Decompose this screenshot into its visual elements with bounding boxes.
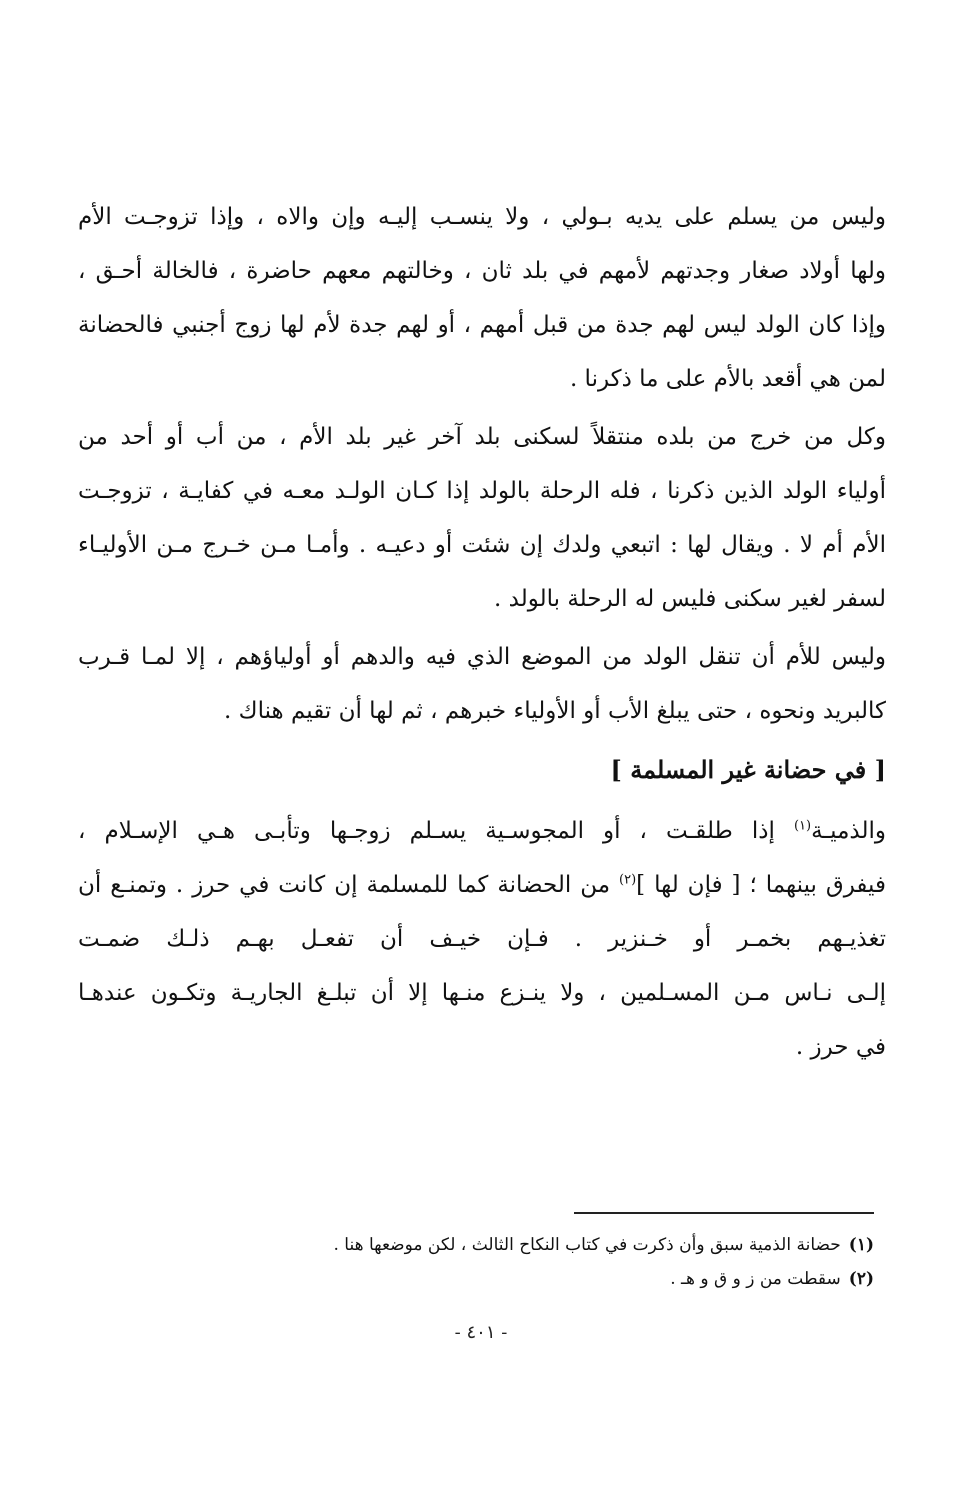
paragraph-line: ولها أولاد صغار وجدتهم لأمهم في بلد ثان ، وخالتهم معهم حاضرة ، فالخالة أحـق ، — [78, 258, 886, 284]
paragraph-4 — [78, 804, 886, 1074]
footnote-text: سقطت من ز و ق و هـ . — [670, 1269, 841, 1289]
paragraph-line: وكل من خرج من بلده منتقلاً لسكنى بلد آخر غير بلد الأم ، من أب أو أحد من — [78, 424, 886, 450]
page-number: - ٤٠١ - — [454, 1322, 508, 1343]
paragraph-line: لسفر لغير سكنى فليس له الرحلة بالولد . — [494, 586, 886, 612]
footnote-text: حضانة الذمية سبق وأن ذكرت في كتاب النكاح الثالث ، لكن موضعها هنا . — [333, 1235, 841, 1255]
footnote-ref-1[interactable]: (١) — [793, 818, 812, 834]
footnote-number: (٢) — [848, 1269, 874, 1289]
line-text: من الحضانة كما للمسلمة إن كانت في حرز . وتمنـع أن — [78, 872, 620, 898]
line-text: والذميـة — [811, 818, 886, 844]
footnote-number: (١) — [848, 1235, 874, 1255]
paragraph-line: كالبريد ونحوه ، حتى يبلغ الأب أو الأولياء خبرهم ، ثم لها أن تقيم هناك . — [224, 698, 886, 724]
line-text: إذا طلقـت ، أو المجوسـية يسـلم زوجـها وتأبـى هـي الإسـلام ، — [78, 818, 794, 844]
paragraph-line: تغذيـهم بخمـر أو خـنزير . فـإن خيـف أن تفعـل بهـم ذلـك ضمـت — [78, 926, 886, 952]
paragraph-1 — [78, 190, 886, 406]
paragraph-line: في حرز . — [795, 1034, 886, 1060]
paragraph-line: لمن هي أقعد بالأم على ما ذكرنا . — [569, 366, 886, 392]
footnote-2 — [174, 1262, 874, 1296]
paragraph-3 — [78, 630, 886, 738]
paragraph-line: أولياء الولد الذين ذكرنا ، فله الرحلة بالولد إذا كـان الولـد معـه في كفايـة ، تزوجـت — [78, 478, 886, 504]
paragraph-line: وليس من يسلم على يديه بـولي ، ولا ينسـب إليـه وإن والاه ، وإذا تزوجـت الأم — [78, 204, 886, 230]
section-heading: [ في حضانة غير المسلمة ] — [610, 755, 886, 784]
footnote-1 — [174, 1228, 874, 1262]
paragraph-line: وإذا كان الولد ليس لهم جدة من قبل أمهم ، أو لهم جدة لأم لها زوج أجنبي فالحضانة — [78, 312, 886, 338]
footnote-ref-2[interactable]: (٢) — [619, 872, 637, 888]
paragraph-line: الأم أم لا . ويقال لها : اتبعي ولدك إن شئت أو دعيـه . وأمـا مـن خـرج مـن الأوليـاء — [78, 532, 886, 558]
paragraph-line — [78, 858, 886, 912]
paragraph-line — [78, 804, 886, 858]
footnote-divider — [574, 1212, 874, 1214]
page-body — [78, 190, 886, 1078]
paragraph-line: وليس للأم أن تنقل الولد من الموضع الذي فيه والدهم أو أولياؤهم ، إلا لمـا قـرب — [78, 644, 886, 670]
paragraph-line: إلـى نـاس مـن المسـلمين ، ولا ينـزع منـها إلا أن تبلـغ الجاريـة وتكـون عندهـا — [78, 980, 886, 1006]
footnotes — [174, 1228, 874, 1296]
line-text: فيفرق بينهما ؛ [ فإن لها ] — [636, 872, 886, 898]
paragraph-2 — [78, 410, 886, 626]
